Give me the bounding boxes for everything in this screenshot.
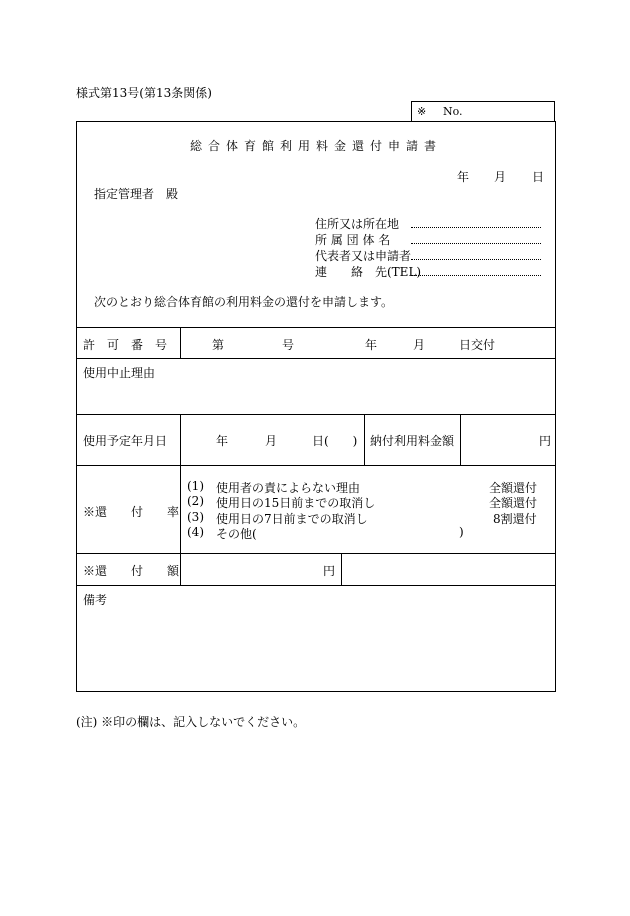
permit-issued: 日交付: [459, 338, 496, 352]
paid-fee-label: 納付利用料金額: [370, 434, 455, 448]
contact-row[interactable]: [315, 263, 541, 278]
permit-dai: 第: [212, 338, 225, 352]
receipt-number-box: [411, 101, 555, 121]
receipt-mark: ※: [417, 105, 427, 118]
rate-item-3-result: 8割還付: [493, 512, 537, 526]
address-row[interactable]: [315, 215, 541, 230]
schedule-month: 月: [265, 434, 278, 448]
contact-label: 連 絡 先(TEL): [315, 265, 422, 279]
group-label: 所 属 団 体 名: [315, 233, 391, 247]
paid-fee-yen: 円: [539, 434, 552, 448]
form-title: 総合体育館利用料金還付申請書: [189, 139, 442, 153]
permit-go: 号: [282, 338, 295, 352]
refund-rate-label: ※還 付 率: [83, 505, 180, 519]
date-day: 日: [532, 170, 545, 184]
application-form: [76, 121, 556, 692]
representative-row[interactable]: [315, 247, 541, 262]
rate-item-3-text: 使用日の7日前までの取消し: [216, 512, 368, 526]
footnote: (注) ※印の欄は、記入しないでください。: [76, 715, 306, 729]
rate-item-4-text: その他(: [216, 527, 257, 541]
request-text: 次のとおり総合体育館の利用料金の還付を申請します。: [94, 295, 394, 309]
date-year: 年: [457, 170, 470, 184]
form-number: 様式第13号(第13条関係): [76, 86, 212, 100]
rate-item-2-num: (2): [187, 494, 204, 508]
rate-item-4-close: ): [459, 525, 464, 539]
rate-item-2-text: 使用日の15日前までの取消し: [216, 496, 376, 510]
date-month: 月: [494, 170, 507, 184]
addressee: 指定管理者 殿: [94, 187, 179, 201]
rate-item-1-num: (1): [187, 479, 204, 493]
refund-amount-yen: 円: [323, 564, 336, 578]
permit-label: 許 可 番 号: [83, 338, 168, 352]
refund-amount-label: ※還 付 額: [83, 564, 180, 578]
address-label: 住所又は所在地: [315, 217, 400, 231]
remarks-label: 備考: [83, 593, 108, 607]
rate-item-3-num: (3): [187, 510, 204, 524]
schedule-day: 日( ): [312, 434, 358, 448]
group-row[interactable]: [315, 231, 541, 246]
schedule-year: 年: [216, 434, 229, 448]
rate-item-1-text: 使用者の責によらない理由: [216, 481, 361, 495]
permit-year: 年: [365, 338, 378, 352]
rate-item-1-result: 全額還付: [489, 481, 538, 495]
representative-label: 代表者又は申請者: [315, 249, 412, 263]
rate-item-4-num: (4): [187, 525, 204, 539]
schedule-label: 使用予定年月日: [83, 434, 168, 448]
permit-month: 月: [413, 338, 426, 352]
rate-item-2-result: 全額還付: [489, 496, 538, 510]
receipt-no-label: No.: [443, 105, 463, 118]
cancel-reason-label: 使用中止理由: [83, 366, 156, 380]
